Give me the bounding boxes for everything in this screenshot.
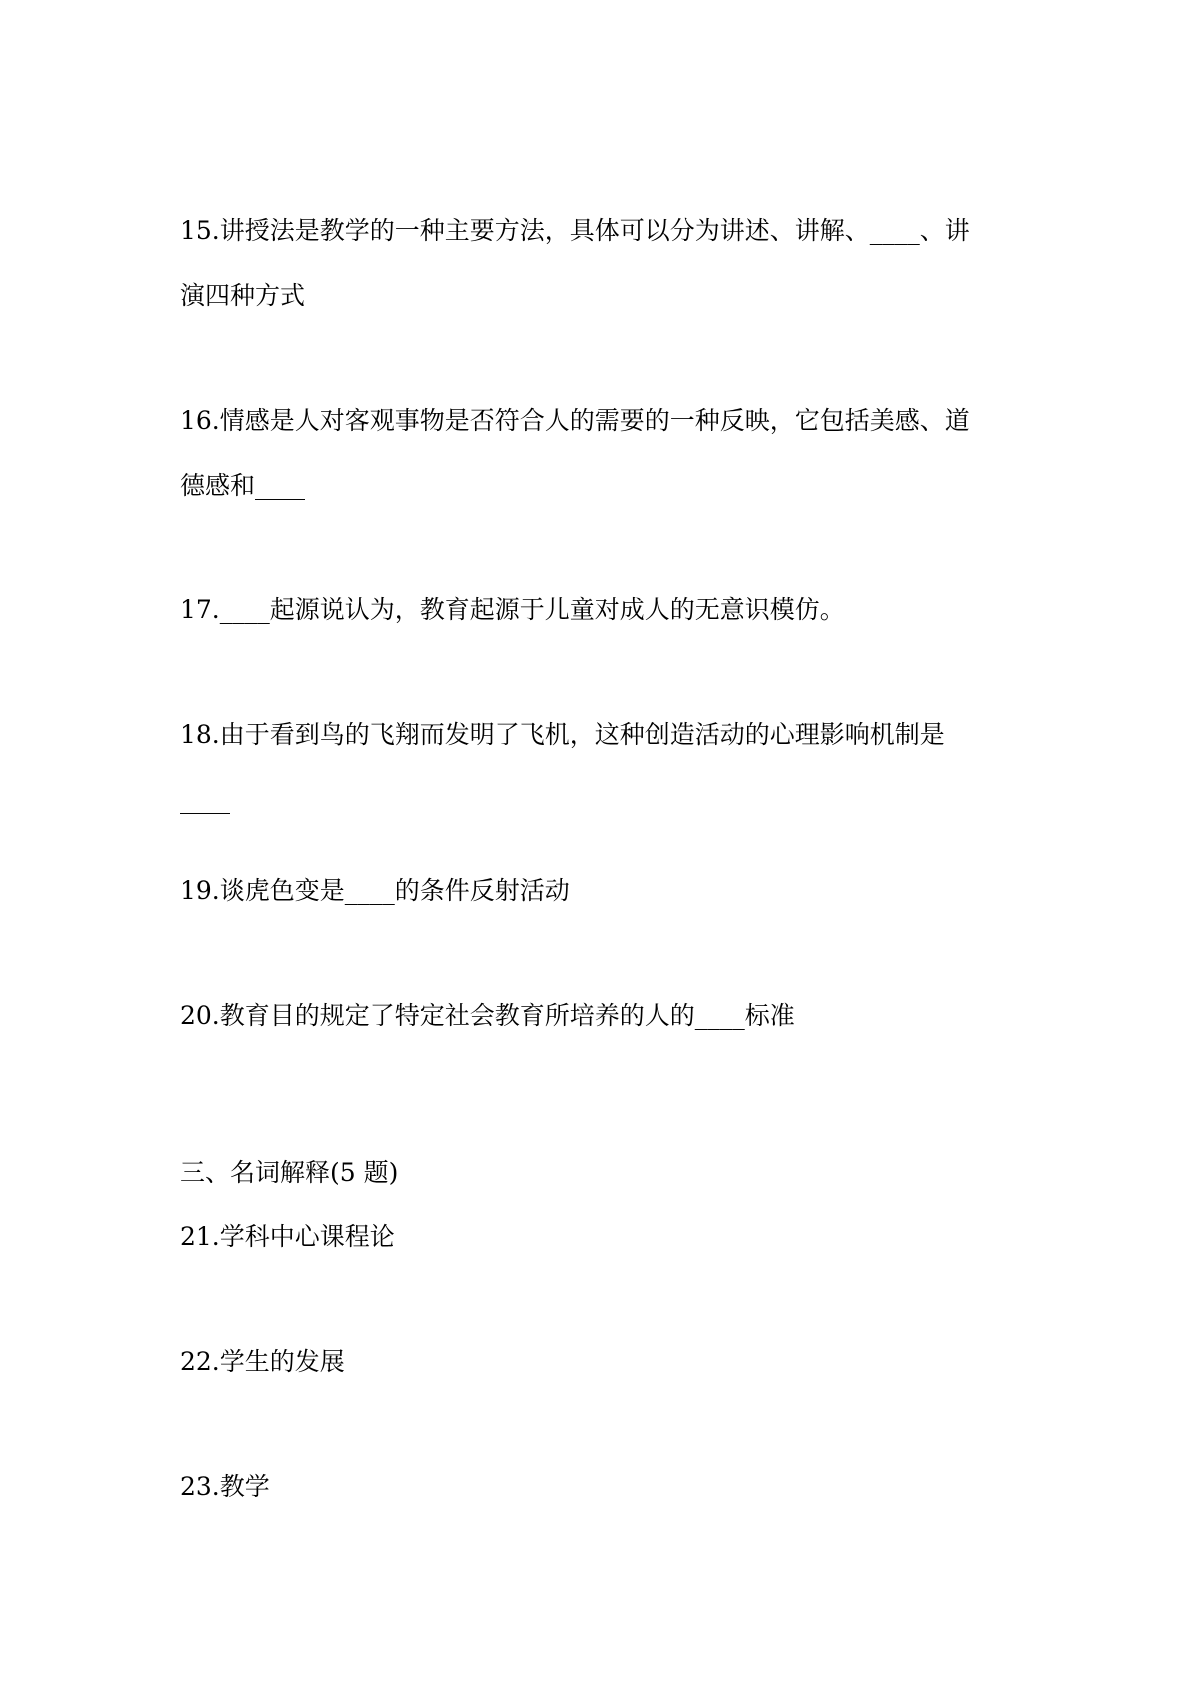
question-23: 23.教学 (180, 1472, 270, 1501)
question-16-line-2: 德感和____ (180, 471, 306, 500)
question-22: 22.学生的发展 (180, 1347, 345, 1376)
question-15-line-1: 15.讲授法是教学的一种主要方法，具体可以分为讲述、讲解、____、讲 (180, 216, 970, 245)
question-20: 20.教育目的规定了特定社会教育所培养的人的____标准 (180, 1001, 795, 1030)
section-heading: 三、名词解释(5 题) (180, 1158, 399, 1187)
question-21: 21.学科中心课程论 (180, 1222, 395, 1251)
question-18-line-2: ____ (180, 785, 230, 814)
question-15-line-2: 演四种方式 (180, 281, 306, 310)
question-19: 19.谈虎色变是____的条件反射活动 (180, 876, 570, 905)
question-17: 17.____起源说认为，教育起源于儿童对成人的无意识模仿。 (180, 595, 845, 624)
question-16-line-1: 16.情感是人对客观事物是否符合人的需要的一种反映，它包括美感、道 (180, 406, 970, 435)
question-18-line-1: 18.由于看到鸟的飞翔而发明了飞机，这种创造活动的心理影响机制是 (180, 720, 945, 749)
